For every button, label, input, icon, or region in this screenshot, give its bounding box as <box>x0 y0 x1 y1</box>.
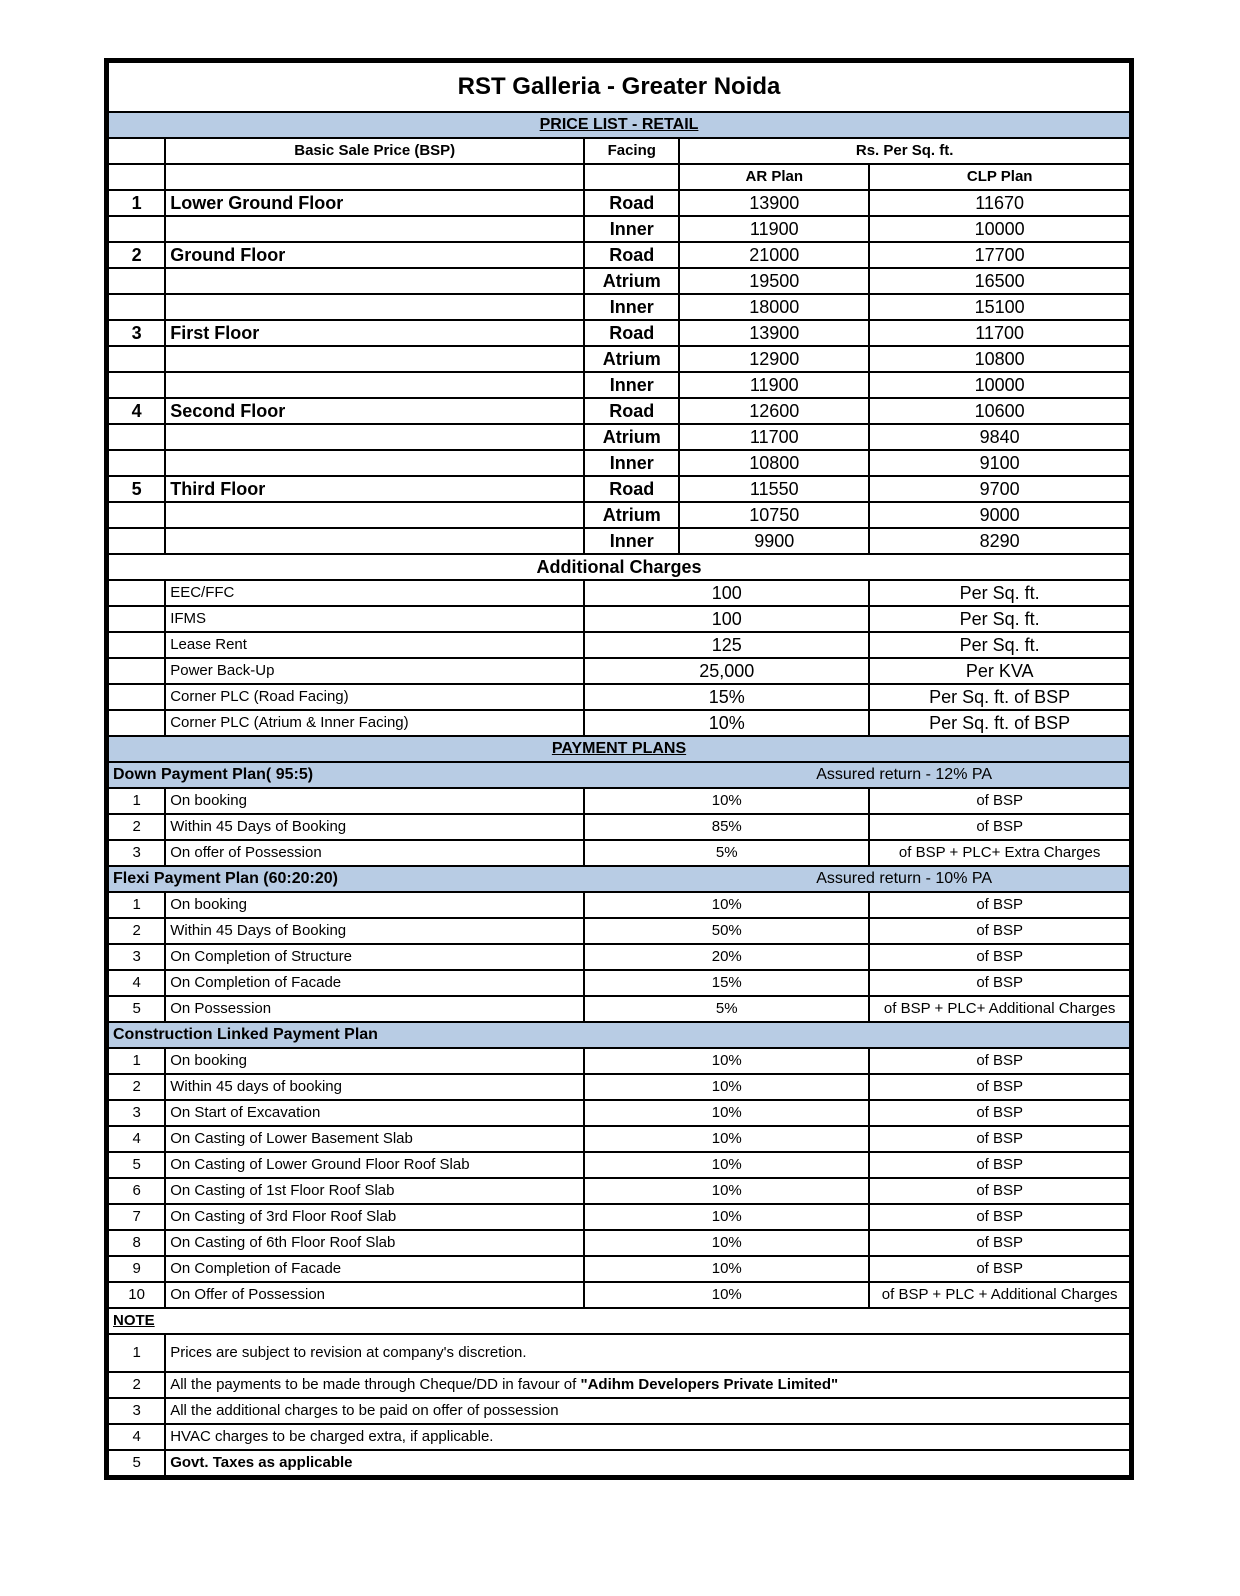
note-text-cell <box>165 1424 1130 1450</box>
charge-no-cell <box>108 710 165 736</box>
plan-heading-row <box>108 1022 1130 1048</box>
assured-return: Assured return - 12% PA <box>679 762 1130 788</box>
stage-basis: of BSP <box>869 918 1130 944</box>
note-number: 3 <box>108 1398 165 1424</box>
stage-number: 2 <box>108 918 165 944</box>
stage-percent: 10% <box>584 1178 869 1204</box>
stage-name: On booking <box>165 1048 584 1074</box>
stage-basis: of BSP <box>869 892 1130 918</box>
floor-name: Second Floor <box>165 398 584 424</box>
facing-value: Atrium <box>584 424 679 450</box>
payment-plans-heading-row <box>108 736 1130 762</box>
stage-number: 5 <box>108 996 165 1022</box>
stage-number: 6 <box>108 1178 165 1204</box>
facing-header: Facing <box>584 138 679 164</box>
floor-name: First Floor <box>165 320 584 346</box>
floor-name <box>165 268 584 294</box>
ar-plan-header: AR Plan <box>679 164 869 190</box>
facing-value: Atrium <box>584 502 679 528</box>
stage-number: 2 <box>108 814 165 840</box>
stage-basis: of BSP <box>869 1256 1130 1282</box>
ar-plan-price: 10750 <box>679 502 869 528</box>
ar-plan-price: 13900 <box>679 190 869 216</box>
floor-name: Third Floor <box>165 476 584 502</box>
stage-percent: 10% <box>584 1074 869 1100</box>
clp-plan-price: 11700 <box>869 320 1130 346</box>
note-number: 5 <box>108 1450 165 1476</box>
note-number: 4 <box>108 1424 165 1450</box>
price-row <box>108 372 1130 398</box>
clp-plan-header: CLP Plan <box>869 164 1130 190</box>
stage-basis: of BSP <box>869 814 1130 840</box>
plan-heading-row <box>108 762 1130 788</box>
clp-plan-price: 10600 <box>869 398 1130 424</box>
price-row <box>108 502 1130 528</box>
stage-name: On Completion of Facade <box>165 1256 584 1282</box>
stage-percent: 10% <box>584 892 869 918</box>
plan-name: Flexi Payment Plan (60:20:20) <box>108 866 679 892</box>
floor-number: 3 <box>108 320 165 346</box>
stage-number: 1 <box>108 1048 165 1074</box>
plan-stage-row <box>108 996 1130 1022</box>
clp-plan-price: 9100 <box>869 450 1130 476</box>
price-list-sheet <box>104 58 1134 1480</box>
ar-plan-price: 18000 <box>679 294 869 320</box>
charge-name: IFMS <box>165 606 584 632</box>
price-row <box>108 294 1130 320</box>
charge-row <box>108 658 1130 684</box>
stage-percent: 20% <box>584 944 869 970</box>
stage-percent: 10% <box>584 1282 869 1308</box>
note-heading-row <box>108 1308 1130 1334</box>
ar-plan-price: 11700 <box>679 424 869 450</box>
charge-name: EEC/FFC <box>165 580 584 606</box>
stage-name: On Possession <box>165 996 584 1022</box>
charge-no-cell <box>108 632 165 658</box>
charge-unit: Per Sq. ft. <box>869 606 1130 632</box>
facing-value: Atrium <box>584 346 679 372</box>
floor-number <box>108 294 165 320</box>
charge-value: 100 <box>584 606 869 632</box>
stage-name: On Casting of Lower Basement Slab <box>165 1126 584 1152</box>
ar-plan-price: 9900 <box>679 528 869 554</box>
facing-value: Inner <box>584 372 679 398</box>
charge-name: Lease Rent <box>165 632 584 658</box>
note-text: All the additional charges to be paid on offer of possession <box>170 1402 559 1419</box>
stage-basis: of BSP <box>869 1204 1130 1230</box>
stage-basis: of BSP <box>869 1048 1130 1074</box>
floor-number: 5 <box>108 476 165 502</box>
note-heading: NOTE <box>108 1308 1130 1334</box>
stage-number: 2 <box>108 1074 165 1100</box>
floor-number <box>108 528 165 554</box>
stage-name: On booking <box>165 788 584 814</box>
facing-value: Inner <box>584 450 679 476</box>
stage-name: On Casting of 6th Floor Roof Slab <box>165 1230 584 1256</box>
facing-value: Atrium <box>584 268 679 294</box>
plan-stage-row <box>108 970 1130 996</box>
ar-plan-price: 13900 <box>679 320 869 346</box>
payment-plans-heading: PAYMENT PLANS <box>108 736 1130 762</box>
note-text-cell <box>165 1372 1130 1398</box>
facing-value: Inner <box>584 216 679 242</box>
stage-number: 1 <box>108 788 165 814</box>
ar-plan-price: 10800 <box>679 450 869 476</box>
price-row <box>108 216 1130 242</box>
clp-plan-price: 10800 <box>869 346 1130 372</box>
plan-stage-row <box>108 1074 1130 1100</box>
clp-plan-price: 8290 <box>869 528 1130 554</box>
stage-number: 4 <box>108 1126 165 1152</box>
clp-plan-price: 11670 <box>869 190 1130 216</box>
charge-unit: Per KVA <box>869 658 1130 684</box>
ar-plan-price: 21000 <box>679 242 869 268</box>
stage-percent: 50% <box>584 918 869 944</box>
charge-unit: Per Sq. ft. <box>869 580 1130 606</box>
stage-name: Within 45 Days of Booking <box>165 814 584 840</box>
stage-number: 3 <box>108 944 165 970</box>
plan-stage-row <box>108 1152 1130 1178</box>
floor-number <box>108 216 165 242</box>
charge-name: Corner PLC (Atrium & Inner Facing) <box>165 710 584 736</box>
assured-return: Assured return - 10% PA <box>679 866 1130 892</box>
plan-stage-row <box>108 1204 1130 1230</box>
stage-basis: of BSP <box>869 970 1130 996</box>
charge-unit: Per Sq. ft. <box>869 632 1130 658</box>
note-number: 2 <box>108 1372 165 1398</box>
rate-header: Rs. Per Sq. ft. <box>679 138 1130 164</box>
stage-percent: 5% <box>584 840 869 866</box>
stage-basis: of BSP <box>869 1074 1130 1100</box>
ar-plan-price: 12900 <box>679 346 869 372</box>
clp-plan-price: 9000 <box>869 502 1130 528</box>
ar-plan-price: 19500 <box>679 268 869 294</box>
floor-number: 4 <box>108 398 165 424</box>
note-row <box>108 1398 1130 1424</box>
facing-value: Road <box>584 476 679 502</box>
floor-name: Lower Ground Floor <box>165 190 584 216</box>
stage-number: 7 <box>108 1204 165 1230</box>
stage-percent: 10% <box>584 1126 869 1152</box>
floor-name <box>165 424 584 450</box>
floor-number: 2 <box>108 242 165 268</box>
stage-name: On Casting of 1st Floor Roof Slab <box>165 1178 584 1204</box>
clp-plan-price: 9700 <box>869 476 1130 502</box>
subheader-empty-cell <box>165 164 584 190</box>
stage-name: On Offer of Possession <box>165 1282 584 1308</box>
facing-value: Road <box>584 242 679 268</box>
note-text-cell <box>165 1334 1130 1372</box>
price-row <box>108 320 1130 346</box>
stage-basis: of BSP + PLC+ Additional Charges <box>869 996 1130 1022</box>
charge-value: 15% <box>584 684 869 710</box>
plan-stage-row <box>108 1230 1130 1256</box>
stage-name: Within 45 Days of Booking <box>165 918 584 944</box>
floor-name: Ground Floor <box>165 242 584 268</box>
plan-stage-row <box>108 1256 1130 1282</box>
stage-name: On Casting of Lower Ground Floor Roof Slab <box>165 1152 584 1178</box>
stage-name: On offer of Possession <box>165 840 584 866</box>
stage-basis: of BSP <box>869 944 1130 970</box>
floor-number <box>108 372 165 398</box>
note-text-bold: "Adihm Developers Private Limited" <box>580 1376 839 1393</box>
plan-stage-row <box>108 1100 1130 1126</box>
assured-return <box>679 1022 1130 1048</box>
price-row <box>108 528 1130 554</box>
floor-name <box>165 528 584 554</box>
plan-stage-row <box>108 1126 1130 1152</box>
note-row <box>108 1424 1130 1450</box>
floor-name <box>165 502 584 528</box>
stage-basis: of BSP <box>869 1152 1130 1178</box>
charge-row <box>108 580 1130 606</box>
charge-name: Power Back-Up <box>165 658 584 684</box>
bsp-header: Basic Sale Price (BSP) <box>165 138 584 164</box>
stage-name: On Start of Excavation <box>165 1100 584 1126</box>
stage-percent: 10% <box>584 1048 869 1074</box>
note-text: All the payments to be made through Cheque/DD in favour of <box>170 1376 581 1393</box>
stage-basis: of BSP <box>869 1100 1130 1126</box>
stage-percent: 15% <box>584 970 869 996</box>
floor-name <box>165 216 584 242</box>
facing-value: Road <box>584 398 679 424</box>
stage-percent: 10% <box>584 1204 869 1230</box>
facing-value: Road <box>584 190 679 216</box>
stage-basis: of BSP <box>869 1126 1130 1152</box>
stage-number: 10 <box>108 1282 165 1308</box>
price-row <box>108 398 1130 424</box>
floor-number <box>108 268 165 294</box>
ar-plan-price: 11900 <box>679 372 869 398</box>
note-text: Govt. Taxes as applicable <box>170 1454 353 1471</box>
charge-value: 25,000 <box>584 658 869 684</box>
facing-value: Road <box>584 320 679 346</box>
plan-heading-row <box>108 866 1130 892</box>
plan-stage-row <box>108 814 1130 840</box>
charge-value: 10% <box>584 710 869 736</box>
stage-name: Within 45 days of booking <box>165 1074 584 1100</box>
header-no-cell <box>108 138 165 164</box>
floor-number <box>108 346 165 372</box>
note-row <box>108 1334 1130 1372</box>
price-row <box>108 242 1130 268</box>
stage-percent: 10% <box>584 1230 869 1256</box>
price-row <box>108 424 1130 450</box>
stage-name: On Completion of Facade <box>165 970 584 996</box>
stage-number: 8 <box>108 1230 165 1256</box>
floor-name <box>165 346 584 372</box>
stage-number: 4 <box>108 970 165 996</box>
charge-row <box>108 606 1130 632</box>
clp-plan-price: 16500 <box>869 268 1130 294</box>
charge-no-cell <box>108 658 165 684</box>
price-row <box>108 450 1130 476</box>
floor-number <box>108 450 165 476</box>
price-table <box>107 61 1131 1477</box>
clp-plan-price: 10000 <box>869 372 1130 398</box>
floor-number <box>108 424 165 450</box>
floor-name <box>165 294 584 320</box>
stage-percent: 10% <box>584 1152 869 1178</box>
stage-number: 9 <box>108 1256 165 1282</box>
stage-percent: 10% <box>584 1100 869 1126</box>
charge-no-cell <box>108 580 165 606</box>
stage-basis: of BSP <box>869 1230 1130 1256</box>
ar-plan-price: 12600 <box>679 398 869 424</box>
floor-number <box>108 502 165 528</box>
stage-name: On booking <box>165 892 584 918</box>
plan-name: Down Payment Plan( 95:5) <box>108 762 679 788</box>
plan-stage-row <box>108 1048 1130 1074</box>
stage-basis: of BSP + PLC+ Extra Charges <box>869 840 1130 866</box>
note-row <box>108 1372 1130 1398</box>
charge-value: 100 <box>584 580 869 606</box>
note-text-cell <box>165 1450 1130 1476</box>
price-row <box>108 190 1130 216</box>
price-row <box>108 346 1130 372</box>
additional-charges-heading-row <box>108 554 1130 580</box>
floor-name <box>165 372 584 398</box>
stage-basis: of BSP <box>869 788 1130 814</box>
plan-stage-row <box>108 788 1130 814</box>
plan-stage-row <box>108 1178 1130 1204</box>
plan-name: Construction Linked Payment Plan <box>108 1022 679 1048</box>
facing-value: Inner <box>584 294 679 320</box>
charge-no-cell <box>108 684 165 710</box>
floor-number: 1 <box>108 190 165 216</box>
plan-stage-row <box>108 918 1130 944</box>
charge-unit: Per Sq. ft. of BSP <box>869 710 1130 736</box>
charge-value: 125 <box>584 632 869 658</box>
clp-plan-price: 10000 <box>869 216 1130 242</box>
plan-stage-row <box>108 1282 1130 1308</box>
ar-plan-price: 11900 <box>679 216 869 242</box>
clp-plan-price: 17700 <box>869 242 1130 268</box>
stage-number: 3 <box>108 840 165 866</box>
stage-number: 1 <box>108 892 165 918</box>
page-title: RST Galleria - Greater Noida <box>108 62 1130 112</box>
stage-name: On Casting of 3rd Floor Roof Slab <box>165 1204 584 1230</box>
floor-name <box>165 450 584 476</box>
stage-number: 3 <box>108 1100 165 1126</box>
charge-row <box>108 710 1130 736</box>
note-row <box>108 1450 1130 1476</box>
charge-unit: Per Sq. ft. of BSP <box>869 684 1130 710</box>
additional-charges-heading: Additional Charges <box>108 554 1130 580</box>
clp-plan-price: 9840 <box>869 424 1130 450</box>
plan-stage-row <box>108 944 1130 970</box>
note-text: HVAC charges to be charged extra, if applicable. <box>170 1428 494 1445</box>
price-table-body <box>108 62 1130 1476</box>
stage-name: On Completion of Structure <box>165 944 584 970</box>
stage-percent: 10% <box>584 1256 869 1282</box>
plan-stage-row <box>108 840 1130 866</box>
facing-value: Inner <box>584 528 679 554</box>
charge-row <box>108 632 1130 658</box>
stage-number: 5 <box>108 1152 165 1178</box>
plan-stage-row <box>108 892 1130 918</box>
note-text-cell <box>165 1398 1130 1424</box>
charge-no-cell <box>108 606 165 632</box>
stage-percent: 10% <box>584 788 869 814</box>
charge-name: Corner PLC (Road Facing) <box>165 684 584 710</box>
price-list-heading: PRICE LIST - RETAIL <box>108 112 1130 138</box>
stage-basis: of BSP <box>869 1178 1130 1204</box>
note-number: 1 <box>108 1334 165 1372</box>
price-row <box>108 476 1130 502</box>
ar-plan-price: 11550 <box>679 476 869 502</box>
stage-percent: 5% <box>584 996 869 1022</box>
clp-plan-price: 15100 <box>869 294 1130 320</box>
charge-row <box>108 684 1130 710</box>
subheader-empty-cell <box>584 164 679 190</box>
note-text: Prices are subject to revision at company's discretion. <box>170 1344 527 1361</box>
stage-percent: 85% <box>584 814 869 840</box>
price-row <box>108 268 1130 294</box>
subheader-empty-cell <box>108 164 165 190</box>
stage-basis: of BSP + PLC + Additional Charges <box>869 1282 1130 1308</box>
